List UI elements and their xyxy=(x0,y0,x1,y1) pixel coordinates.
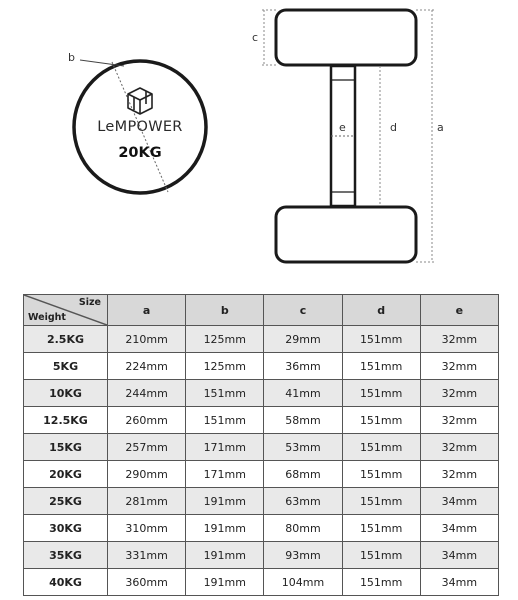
table-row xyxy=(24,569,499,596)
size-cell: 151mm xyxy=(342,326,420,353)
size-cell: 191mm xyxy=(186,515,264,542)
dim-label-d: d xyxy=(390,121,397,134)
size-cell: 151mm xyxy=(342,542,420,569)
size-cell: 34mm xyxy=(420,515,498,542)
weight-cell: 15KG xyxy=(24,434,108,461)
column-header: c xyxy=(264,295,342,326)
dim-label-b: b xyxy=(68,51,75,64)
size-cell: 151mm xyxy=(342,407,420,434)
corner-size-label: Size xyxy=(78,297,101,308)
table-row xyxy=(24,542,499,569)
size-cell: 210mm xyxy=(108,326,186,353)
size-cell: 34mm xyxy=(420,569,498,596)
table-row xyxy=(24,380,499,407)
weight-cell: 2.5KG xyxy=(24,326,108,353)
size-cell: 36mm xyxy=(264,353,342,380)
table-row xyxy=(24,434,499,461)
size-cell: 68mm xyxy=(264,461,342,488)
table-row xyxy=(24,326,499,353)
table-corner-cell xyxy=(24,295,108,326)
weight-cell: 25KG xyxy=(24,488,108,515)
size-cell: 171mm xyxy=(186,434,264,461)
dim-label-e: e xyxy=(339,121,346,134)
table-header-row xyxy=(24,295,499,326)
size-cell: 34mm xyxy=(420,488,498,515)
weight-cell: 20KG xyxy=(24,461,108,488)
dumbbell-side-view xyxy=(252,10,444,262)
dim-label-a: a xyxy=(437,121,444,134)
size-cell: 151mm xyxy=(342,380,420,407)
weight-cell: 40KG xyxy=(24,569,108,596)
size-cell: 151mm xyxy=(342,515,420,542)
size-cell: 41mm xyxy=(264,380,342,407)
size-cell: 360mm xyxy=(108,569,186,596)
size-cell: 125mm xyxy=(186,353,264,380)
table-row xyxy=(24,353,499,380)
size-cell: 191mm xyxy=(186,488,264,515)
weight-cell: 12.5KG xyxy=(24,407,108,434)
size-cell: 53mm xyxy=(264,434,342,461)
size-cell: 34mm xyxy=(420,542,498,569)
size-cell: 151mm xyxy=(186,407,264,434)
column-header: d xyxy=(342,295,420,326)
column-header: e xyxy=(420,295,498,326)
size-cell: 191mm xyxy=(186,569,264,596)
size-cell: 32mm xyxy=(420,407,498,434)
size-cell: 191mm xyxy=(186,542,264,569)
table-row xyxy=(24,515,499,542)
weight-cell: 10KG xyxy=(24,380,108,407)
size-cell: 281mm xyxy=(108,488,186,515)
dumbbell-dimension-diagram xyxy=(0,0,518,290)
size-cell: 151mm xyxy=(342,353,420,380)
size-cell: 125mm xyxy=(186,326,264,353)
weight-cell: 35KG xyxy=(24,542,108,569)
size-cell: 244mm xyxy=(108,380,186,407)
size-cell: 151mm xyxy=(342,488,420,515)
size-cell: 93mm xyxy=(264,542,342,569)
size-cell: 151mm xyxy=(342,461,420,488)
size-cell: 151mm xyxy=(342,569,420,596)
weight-cell: 30KG xyxy=(24,515,108,542)
size-cell: 151mm xyxy=(342,434,420,461)
size-cell: 32mm xyxy=(420,380,498,407)
size-cell: 32mm xyxy=(420,434,498,461)
weight-cell: 5KG xyxy=(24,353,108,380)
column-header: b xyxy=(186,295,264,326)
size-cell: 151mm xyxy=(186,380,264,407)
size-cell: 32mm xyxy=(420,326,498,353)
size-spec-table xyxy=(23,294,499,596)
size-cell: 32mm xyxy=(420,353,498,380)
size-cell: 29mm xyxy=(264,326,342,353)
size-cell: 310mm xyxy=(108,515,186,542)
size-cell: 104mm xyxy=(264,569,342,596)
size-cell: 260mm xyxy=(108,407,186,434)
size-cell: 257mm xyxy=(108,434,186,461)
size-cell: 331mm xyxy=(108,542,186,569)
brand-name: LeMPOWER xyxy=(97,119,183,135)
size-cell: 290mm xyxy=(108,461,186,488)
table-row xyxy=(24,461,499,488)
dim-label-c: c xyxy=(252,31,259,44)
table-row xyxy=(24,488,499,515)
size-cell: 63mm xyxy=(264,488,342,515)
size-cell: 32mm xyxy=(420,461,498,488)
plate-weight-label: 20KG xyxy=(118,145,162,161)
column-header: a xyxy=(108,295,186,326)
size-cell: 171mm xyxy=(186,461,264,488)
plate-front-view xyxy=(68,51,206,193)
corner-weight-label: Weight xyxy=(28,312,66,323)
size-cell: 58mm xyxy=(264,407,342,434)
size-cell: 80mm xyxy=(264,515,342,542)
table-row xyxy=(24,407,499,434)
size-cell: 224mm xyxy=(108,353,186,380)
